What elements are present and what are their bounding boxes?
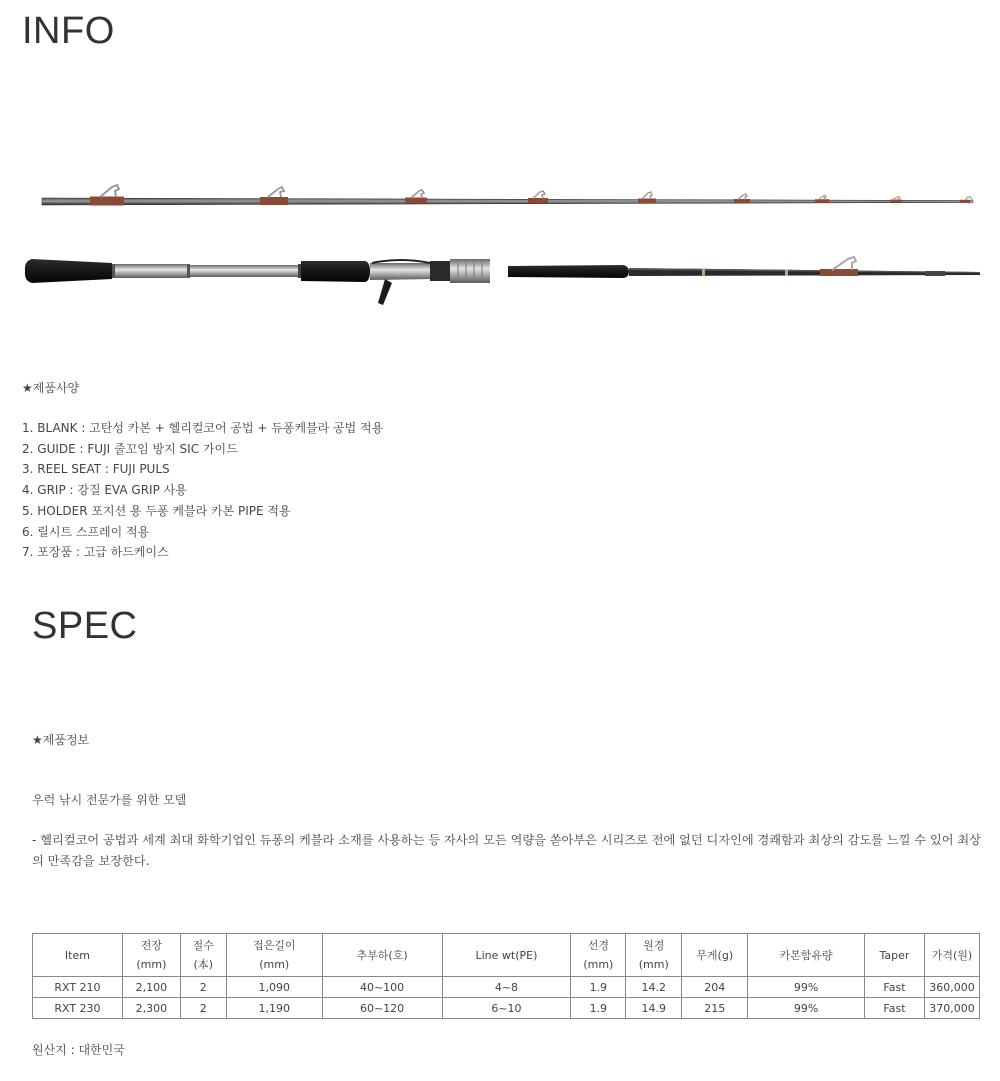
table-cell: 40~100 <box>322 977 442 998</box>
guide-icon <box>260 187 288 205</box>
main-grip <box>508 265 629 278</box>
list-item: 2. GUIDE : FUJI 줄꼬임 방지 SIC 가이드 <box>22 441 238 456</box>
list-item: 3. REEL SEAT : FUJI PULS <box>22 462 170 477</box>
table-row <box>33 977 980 998</box>
product-info-heading: ★제품정보 <box>32 733 90 747</box>
spec-title: SPEC <box>32 605 138 647</box>
list-item: 7. 포장품 : 고급 하드케이스 <box>22 545 169 560</box>
rod-tip-section <box>42 185 973 206</box>
table-cell: 14.9 <box>626 998 682 1019</box>
header-item: Item <box>33 934 123 977</box>
list-item: 5. HOLDER 포지션 용 두퐁 케블라 카본 PIPE 적용 <box>22 503 291 518</box>
list-item: 1. BLANK : 고탄성 카본 + 헬리컬코어 공법 + 듀퐁케블라 공법 적용 <box>22 421 384 435</box>
reel-seat <box>370 259 490 305</box>
header-tip-diameter: 선경 (mm) <box>571 934 626 977</box>
guide-icon <box>638 192 656 203</box>
guide-icon <box>405 190 427 204</box>
header-taper: Taper <box>865 934 925 977</box>
header-closed-length: 접은길이 (mm) <box>226 934 322 977</box>
rod-butt-section <box>25 257 980 305</box>
table-cell: 1,190 <box>226 998 322 1019</box>
header-carbon-content: 카본함유량 <box>748 934 865 977</box>
guide-icon <box>820 257 858 276</box>
product-description: - 헬리컬코어 공법과 세계 최대 화학기업인 듀퐁의 케블라 소재를 사용하는 등 자사의 모든 역량을 쏟아부은 시리즈로 전에 없던 디자인에 경쾌함과 최상의 감도를 느낄 수 있어 최상의 만족감을 보장한다. <box>32 833 981 868</box>
tip-top-icon <box>960 197 972 203</box>
table-cell: 2,300 <box>122 998 180 1019</box>
header-lure-weight: 추부하(호) <box>322 934 442 977</box>
guide-icon <box>890 197 902 203</box>
table-cell: RXT 230 <box>33 998 123 1019</box>
country-of-origin: 원산지 : 대한민국 <box>32 1043 125 1057</box>
info-title: INFO <box>22 10 115 52</box>
guide-icon <box>734 194 750 203</box>
table-cell: 14.2 <box>626 977 682 998</box>
rod-illustration <box>20 175 985 315</box>
table-cell: RXT 210 <box>33 977 123 998</box>
table-cell: 360,000 <box>924 977 979 998</box>
trigger-icon <box>378 279 392 305</box>
table-cell: 2,100 <box>122 977 180 998</box>
table-cell: Fast <box>865 998 925 1019</box>
butt-grip <box>25 259 112 283</box>
product-tagline: 우럭 낚시 전문가를 위한 모델 <box>32 793 187 807</box>
table-cell: 370,000 <box>924 998 979 1019</box>
table-row <box>33 998 980 1019</box>
table-cell: 2 <box>180 977 226 998</box>
table-cell: 4~8 <box>442 977 571 998</box>
table-cell: 6~10 <box>442 998 571 1019</box>
table-cell: 215 <box>682 998 748 1019</box>
guide-icon <box>528 191 548 203</box>
table-header-row <box>33 934 980 977</box>
table-cell: 99% <box>748 977 865 998</box>
features-heading: ★제품사양 <box>22 381 80 395</box>
table-cell: 1.9 <box>571 977 626 998</box>
header-line-weight: Line wt(PE) <box>442 934 571 977</box>
table-cell: 2 <box>180 998 226 1019</box>
spec-table <box>32 933 980 1019</box>
features-list <box>22 418 383 563</box>
table-cell: Fast <box>865 977 925 998</box>
header-length: 전장 (mm) <box>122 934 180 977</box>
list-item: 4. GRIP : 강질 EVA GRIP 사용 <box>22 483 187 498</box>
guide-icon <box>815 196 829 203</box>
header-price: 가격(원) <box>924 934 979 977</box>
fore-grip <box>301 261 370 282</box>
header-sections: 절수 (本) <box>180 934 226 977</box>
guide-icon <box>90 185 124 206</box>
header-weight: 무게(g) <box>682 934 748 977</box>
header-butt-diameter: 원경 (mm) <box>626 934 682 977</box>
table-cell: 1.9 <box>571 998 626 1019</box>
table-cell: 60~120 <box>322 998 442 1019</box>
table-cell: 1,090 <box>226 977 322 998</box>
list-item: 6. 릴시트 스프레이 적용 <box>22 524 150 539</box>
table-cell: 99% <box>748 998 865 1019</box>
table-cell: 204 <box>682 977 748 998</box>
